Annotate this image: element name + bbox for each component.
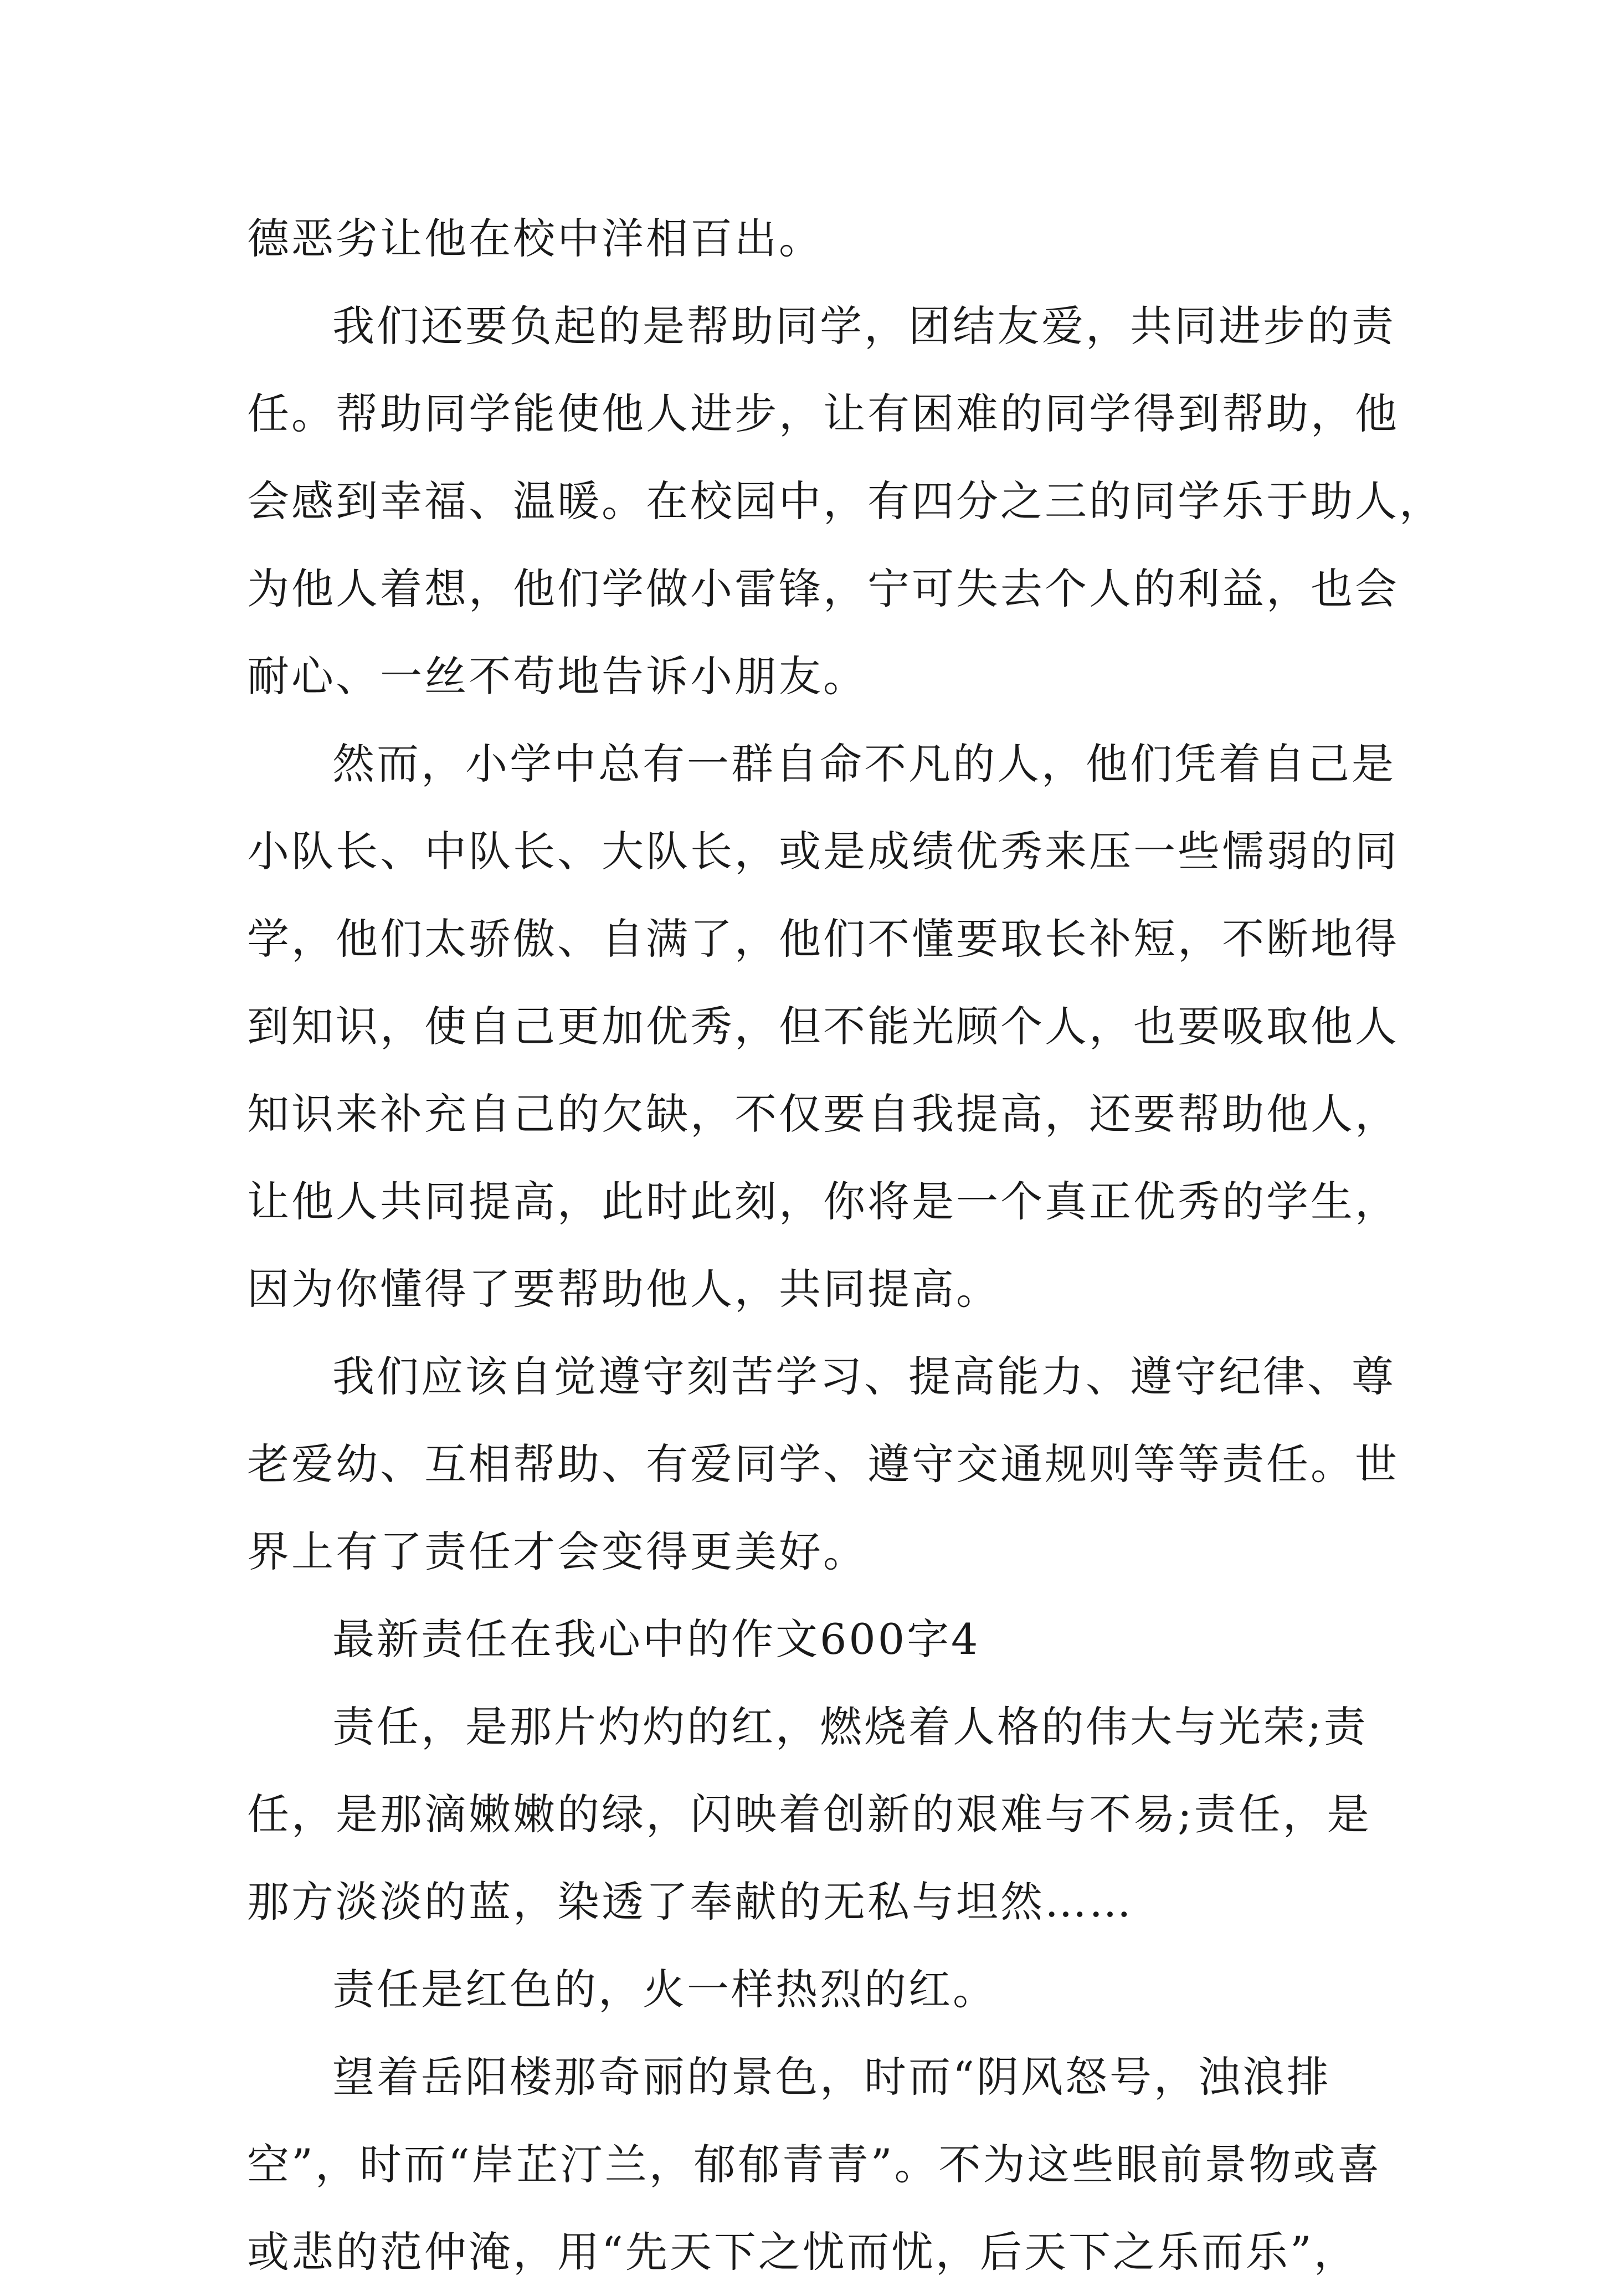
- text-line: 责任是红色的，火一样热烈的红。: [332, 1965, 997, 2014]
- text-line: 到知识，使自己更加优秀，但不能光顾个人，也要吸取他人: [247, 1002, 1399, 1051]
- text-line: 学，他们太骄傲、自满了，他们不懂要取长补短，不断地得: [247, 914, 1399, 964]
- text-line: 老爱幼、互相帮助、有爱同学、遵守交通规则等等责任。世: [247, 1439, 1399, 1489]
- text-line: 那方淡淡的蓝，染透了奉献的无私与坦然……: [247, 1877, 1133, 1926]
- text-line: 望着岳阳楼那奇丽的景色，时而“阴风怒号，浊浪排: [332, 2052, 1331, 2102]
- text-line: 任，是那滴嫩嫩的绿，闪映着创新的艰难与不易;责任，是: [247, 1790, 1371, 1839]
- text-line: 责任，是那片灼灼的红，燃烧着人格的伟大与光荣;责: [332, 1702, 1368, 1751]
- document-body: [247, 195, 1443, 2296]
- text-line: 知识来补充自己的欠缺，不仅要自我提高，还要帮助他人，: [247, 1089, 1399, 1139]
- text-line: 让他人共同提高，此时此刻，你将是一个真正优秀的学生，: [247, 1177, 1399, 1226]
- text-line: 为他人着想，他们学做小雷锋，宁可失去个人的利益，也会: [247, 564, 1399, 613]
- text-line: 或悲的范仲淹，用“先天下之忧而忧，后天下之乐而乐”，: [247, 2227, 1358, 2277]
- section-heading: 最新责任在我心中的作文600字4: [332, 1615, 980, 1664]
- text-line: 小队长、中队长、大队长，或是成绩优秀来压一些懦弱的同: [247, 827, 1399, 876]
- text-line: 因为你懂得了要帮助他人，共同提高。: [247, 1264, 1000, 1314]
- text-line: 耐心、一丝不苟地告诉小朋友。: [247, 652, 867, 701]
- text-line: 德恶劣让他在校中洋相百出。: [247, 214, 823, 263]
- text-line: 然而，小学中总有一群自命不凡的人，他们凭着自己是: [332, 739, 1396, 788]
- text-line: 我们还要负起的是帮助同学，团结友爱，共同进步的责: [332, 301, 1396, 351]
- text-line: 我们应该自觉遵守刻苦学习、提高能力、遵守纪律、尊: [332, 1352, 1396, 1401]
- text-line: 空”，时而“岸芷汀兰，郁郁青青”。不为这些眼前景物或喜: [247, 2140, 1382, 2189]
- text-line: 任。帮助同学能使他人进步，让有困难的同学得到帮助，他: [247, 389, 1399, 438]
- text-line: 界上有了责任才会变得更美好。: [247, 1527, 867, 1576]
- text-line: 会感到幸福、温暖。在校园中，有四分之三的同学乐于助人，: [247, 476, 1443, 526]
